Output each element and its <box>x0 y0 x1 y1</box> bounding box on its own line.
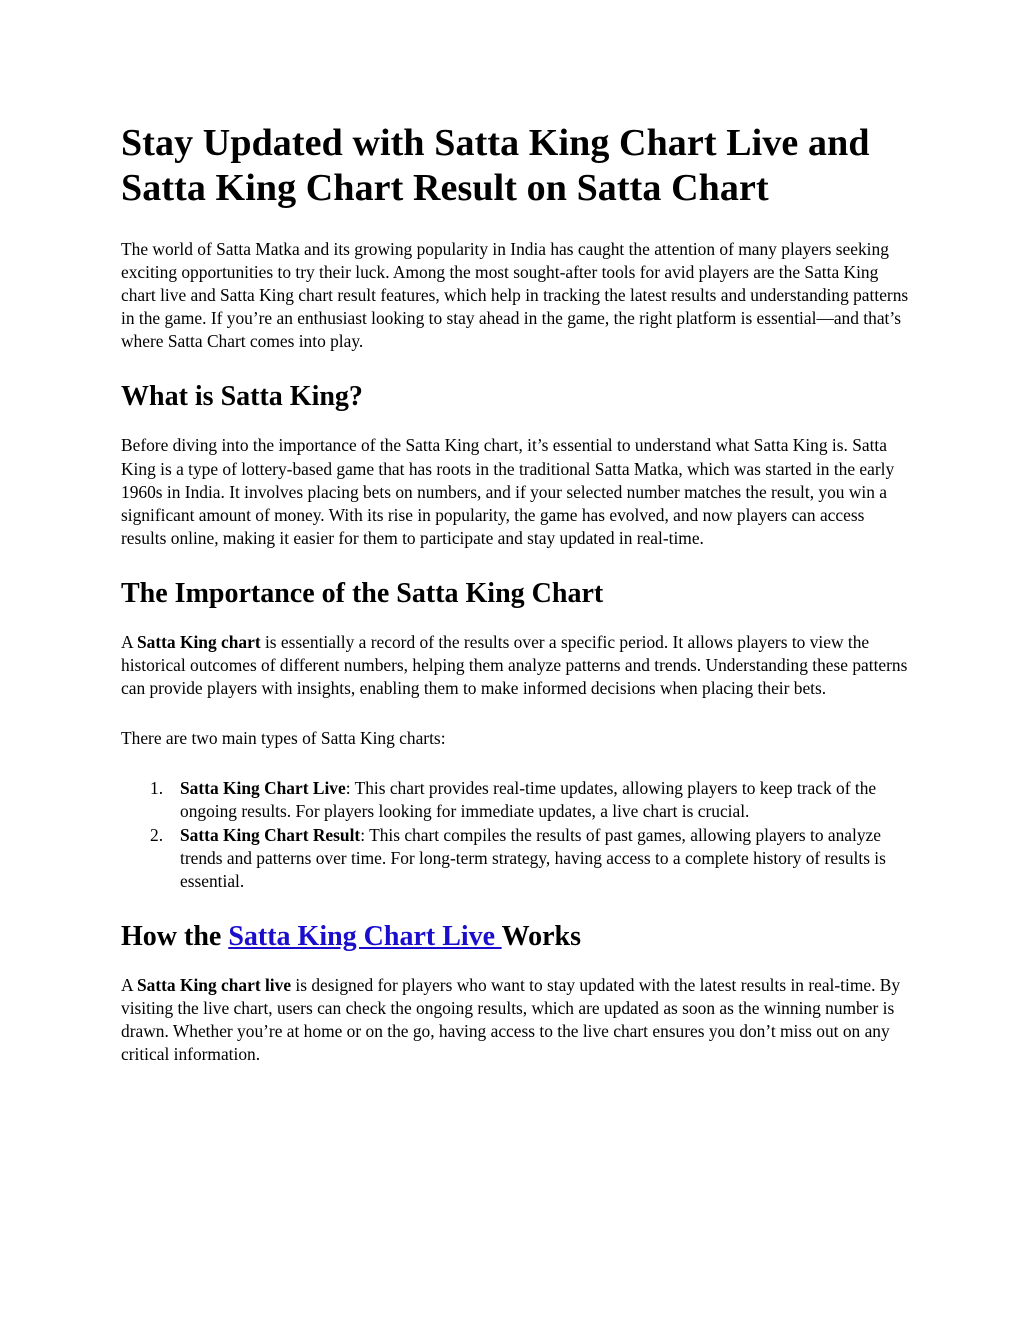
chart-types-intro: There are two main types of Satta King charts: <box>121 728 446 749</box>
list-item <box>121 777 911 823</box>
text-run: is designed for players who want to stay updated with the latest results in real-time. By visiting the live chart, users can check the ongoing results, which are updated as soon as the winning number is drawn. Whether you’re at home or on the go, having access to the live chart ensures you don’t miss out on any critical information. <box>121 974 901 1065</box>
bold-term: Satta King chart <box>136 631 261 652</box>
list-item-term: Satta King Chart Live <box>180 778 346 799</box>
satta-king-chart-live-link[interactable]: Satta King Chart Live <box>228 920 502 952</box>
heading-text: How the <box>121 920 229 952</box>
list-number: 1. <box>150 778 164 799</box>
intro-paragraph: The world of Satta Matka and its growing popularity in India has caught the attention of many players seeking exciting opportunities to try their luck. Among the most sought-after tools for avid players are the Satta King chart live and Satta King chart result features, which help in tracking the latest results and understanding patterns in the game. If you’re an enthusiast looking to stay ahead in the game, the right platform is essential—and that’s where Satta Chart comes into play. <box>121 239 909 352</box>
text-run: A <box>121 974 137 995</box>
section-paragraph-importance <box>121 631 911 700</box>
section-heading-how-it-works <box>121 920 911 954</box>
list-item-term: Satta King Chart Result <box>180 824 361 845</box>
section-heading-what-is-satta-king: What is Satta King? <box>121 381 363 413</box>
text-run: A <box>121 631 137 652</box>
chart-types-list <box>121 777 911 892</box>
document-title: Stay Updated with Satta King Chart Live and Satta King Chart Result on Satta Chart <box>121 122 870 209</box>
list-number: 2. <box>150 824 164 845</box>
text-run: is essentially a record of the results over a specific period. It allows players to view the historical outcomes of different numbers, helping them analyze patterns and trends. Understanding these patterns can provide players with insights, enabling them to make informed decisions when placing their bets. <box>121 631 908 699</box>
list-item-text: : This chart compiles the results of past games, allowing players to analyze trends and patterns over time. For long-term strategy, having access to a complete history of results is essential. <box>180 824 886 891</box>
section-paragraph-what-is-satta-king: Before diving into the importance of the Satta King chart, it’s essential to understand what Satta King is. Satta King is a type of lottery-based game that has roots in the traditional Satta Matka, which was started in the early 1960s in India. It involves placing bets on numbers, and if your selected number matches the result, you win a significant amount of money. With its rise in popularity, the game has evolved, and now players can access results online, making it easier for them to participate and stay updated in real-time. <box>121 435 895 548</box>
list-item-text: : This chart provides real-time updates, allowing players to keep track of the ongoing results. For players looking for immediate updates, a live chart is crucial. <box>180 778 877 822</box>
section-paragraph-how-it-works <box>121 974 911 1066</box>
heading-text: Works <box>501 920 581 952</box>
list-item <box>121 824 911 893</box>
document-page <box>121 121 911 1093</box>
bold-term: Satta King chart live <box>136 974 292 995</box>
section-heading-importance: The Importance of the Satta King Chart <box>121 577 604 609</box>
